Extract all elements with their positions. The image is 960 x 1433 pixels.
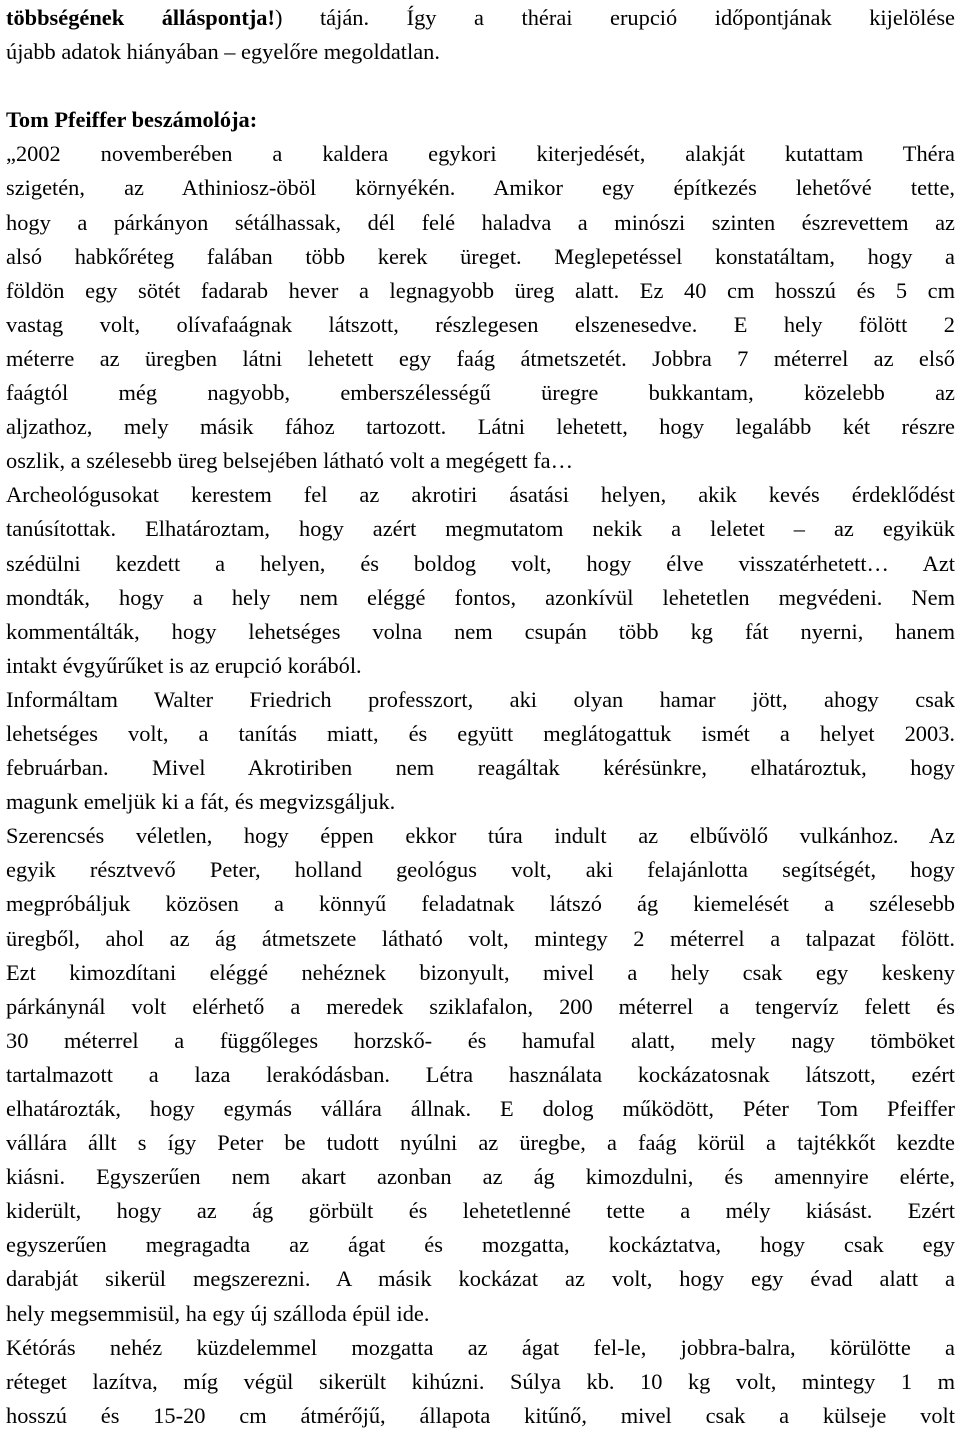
text-line [6,1262,955,1296]
text-line [6,887,955,921]
text-run: üregből, ahol az ág átmetszete látható volt, mintegy 2 méterrel a talpazat fölött. [6,925,955,951]
text-line [6,206,955,240]
text-line [6,342,955,376]
text-run: darabját sikerül megszerezni. A másik kockázat az volt, hogy egy évad alatt a [6,1266,955,1292]
text-run: szédülni kezdett a helyen, és boldog volt, hogy élve visszatérhetett… Azt [6,550,955,576]
text-run: Ezt kimozdítani eléggé nehéznek bizonyult, mivel a hely csak egy keskeny [6,959,955,985]
text-run: Archeológusokat kerestem fel az akrotiri ásatási helyen, akik kevés érdeklődést [6,482,955,508]
text-run: kommentálták, hogy lehetséges volna nem csupán több kg fát nyerni, hanem [6,618,955,644]
text-run: „2002 novemberében a kaldera egykori kiterjedését, alakját kutattam Théra [6,141,955,167]
text-line [6,308,955,342]
text-line [6,717,955,751]
paragraph-spacer [6,69,955,103]
text-line [6,1,955,35]
text-run: intakt évgyűrűket is az erupció korából. [6,652,362,678]
text-line [6,274,955,308]
text-run: magunk emeljük ki a fát, és megvizsgáljuk. [6,789,396,815]
text-run: réteget lazítva, míg végül sikerült kihúzni. Súlya kb. 10 kg volt, mintegy 1 m [6,1368,955,1394]
text-line [6,103,955,137]
text-run: párkánynál volt elérhető a meredek sziklafalon, 200 méterrel a tengervíz felett és [6,993,955,1019]
text-run: Informáltam Walter Friedrich professzort, aki olyan hamar jött, ahogy csak [6,686,955,712]
text-run: ) táján. Így a thérai erupció időpontjának kijelölése [274,5,955,30]
text-run: 30 méterrel a függőleges horzskő- és hamufal alatt, mely nagy tömböket [6,1027,955,1053]
text-run: tartalmazott a laza lerakódásban. Létra használata kockázatosnak látszott, ezért [6,1061,955,1087]
text-run: egyik résztvevő Peter, holland geológus volt, aki felajánlotta segítségét, hogy [6,857,955,883]
text-run: februárban. Mivel Akrotiriben nem reagáltak kérésünkre, elhatároztuk, hogy [6,755,955,781]
text-run: elhatározták, hogy egymás vállára állnak. E dolog működött, Péter Tom Pfeiffer [6,1096,955,1121]
text-line [6,785,955,819]
text-run: megpróbáljuk közösen a könnyű feladatnak látszó ág kiemelését a szélesebb [6,891,955,917]
text-run: lehetséges volt, a tanítás miatt, és együtt meglátogattuk ismét a helyet 2003. [6,720,955,746]
text-line [6,581,955,615]
text-run: alsó habkőréteg falában több kerek üreget. Meglepetéssel konstatáltam, hogy a [6,243,955,269]
text-line [6,649,955,683]
text-run: vastag volt, olívafaágnak látszott, részlegesen elszenesedve. E hely fölött 2 [6,311,955,337]
text-run: egyszerűen megragadta az ágat és mozgatta, kockáztatva, hogy csak egy [6,1232,955,1258]
text-line [6,1058,955,1092]
text-line [6,1399,955,1433]
text-line [6,240,955,274]
text-run: hogy a párkányon sétálhassak, dél felé haladva a minószi szinten észrevettem az [6,209,955,235]
text-line [6,1092,955,1126]
text-line [6,922,955,956]
text-run: földön egy sötét fadarab hever a legnagyobb üreg alatt. Ez 40 cm hosszú és 5 cm [6,277,955,303]
text-run: aljzathoz, mely másik fához tartozott. Látni lehetett, hogy legalább két részre [6,414,955,440]
text-line [6,1160,955,1194]
text-run: Szerencsés véletlen, hogy éppen ekkor túra indult az elbűvölő vulkánhoz. Az [6,823,955,849]
text-line [6,1365,955,1399]
text-run: Kétórás nehéz küzdelemmel mozgatta az ágat fel-le, jobbra-balra, körülötte a [6,1334,955,1360]
text-run: kiásni. Egyszerűen nem akart azonban az ág kimozdulni, és amennyire elérte, [6,1164,955,1190]
bold-text-run: Tom Pfeiffer beszámolója: [6,107,258,133]
text-run: méterre az üregben látni lehetett egy faág átmetszetét. Jobbra 7 méterrel az első [6,345,955,371]
text-line [6,171,955,205]
text-run: újabb adatok hiányában – egyelőre megoldatlan. [6,39,440,65]
text-run: szigetén, az Athiniosz-öböl környékén. Amikor egy építkezés lehetővé tette, [6,175,955,201]
text-line [6,683,955,717]
text-line [6,410,955,444]
text-line [6,478,955,512]
text-run: hely megsemmisül, ha egy új szálloda épül ide. [6,1300,430,1326]
text-line [6,615,955,649]
text-line [6,956,955,990]
text-line [6,1126,955,1160]
text-run: kiderült, hogy az ág görbült és lehetetlenné tette a mély kiásást. Ezért [6,1198,955,1224]
text-run: oszlik, a szélesebb üreg belsejében látható volt a megégett fa… [6,448,574,474]
bold-text-run: többségének álláspontja! [6,5,275,30]
text-line [6,853,955,887]
text-line [6,35,955,69]
text-line [6,376,955,410]
text-line [6,512,955,546]
text-run: tanúsítottak. Elhatároztam, hogy azért megmutatom nekik a leletet – az egyikük [6,516,955,542]
text-run: hosszú és 15-20 cm átmérőjű, állapota kitűnő, mivel csak a külseje volt [6,1402,955,1428]
text-line [6,547,955,581]
text-line [6,819,955,853]
text-run: faágtól még nagyobb, emberszélességű üregre bukkantam, közelebb az [6,380,955,406]
text-run: vállára állt s így Peter be tudott nyúlni az üregbe, a faág körül a tajtékkőt kezdte [6,1130,955,1156]
text-line [6,1228,955,1262]
text-line [6,1331,955,1365]
text-line [6,1194,955,1228]
text-line [6,137,955,171]
text-line [6,990,955,1024]
text-run: mondták, hogy a hely nem eléggé fontos, azonkívül lehetetlen megvédeni. Nem [6,584,955,610]
text-line [6,1297,955,1331]
text-line [6,1024,955,1058]
text-line [6,444,955,478]
text-line [6,751,955,785]
